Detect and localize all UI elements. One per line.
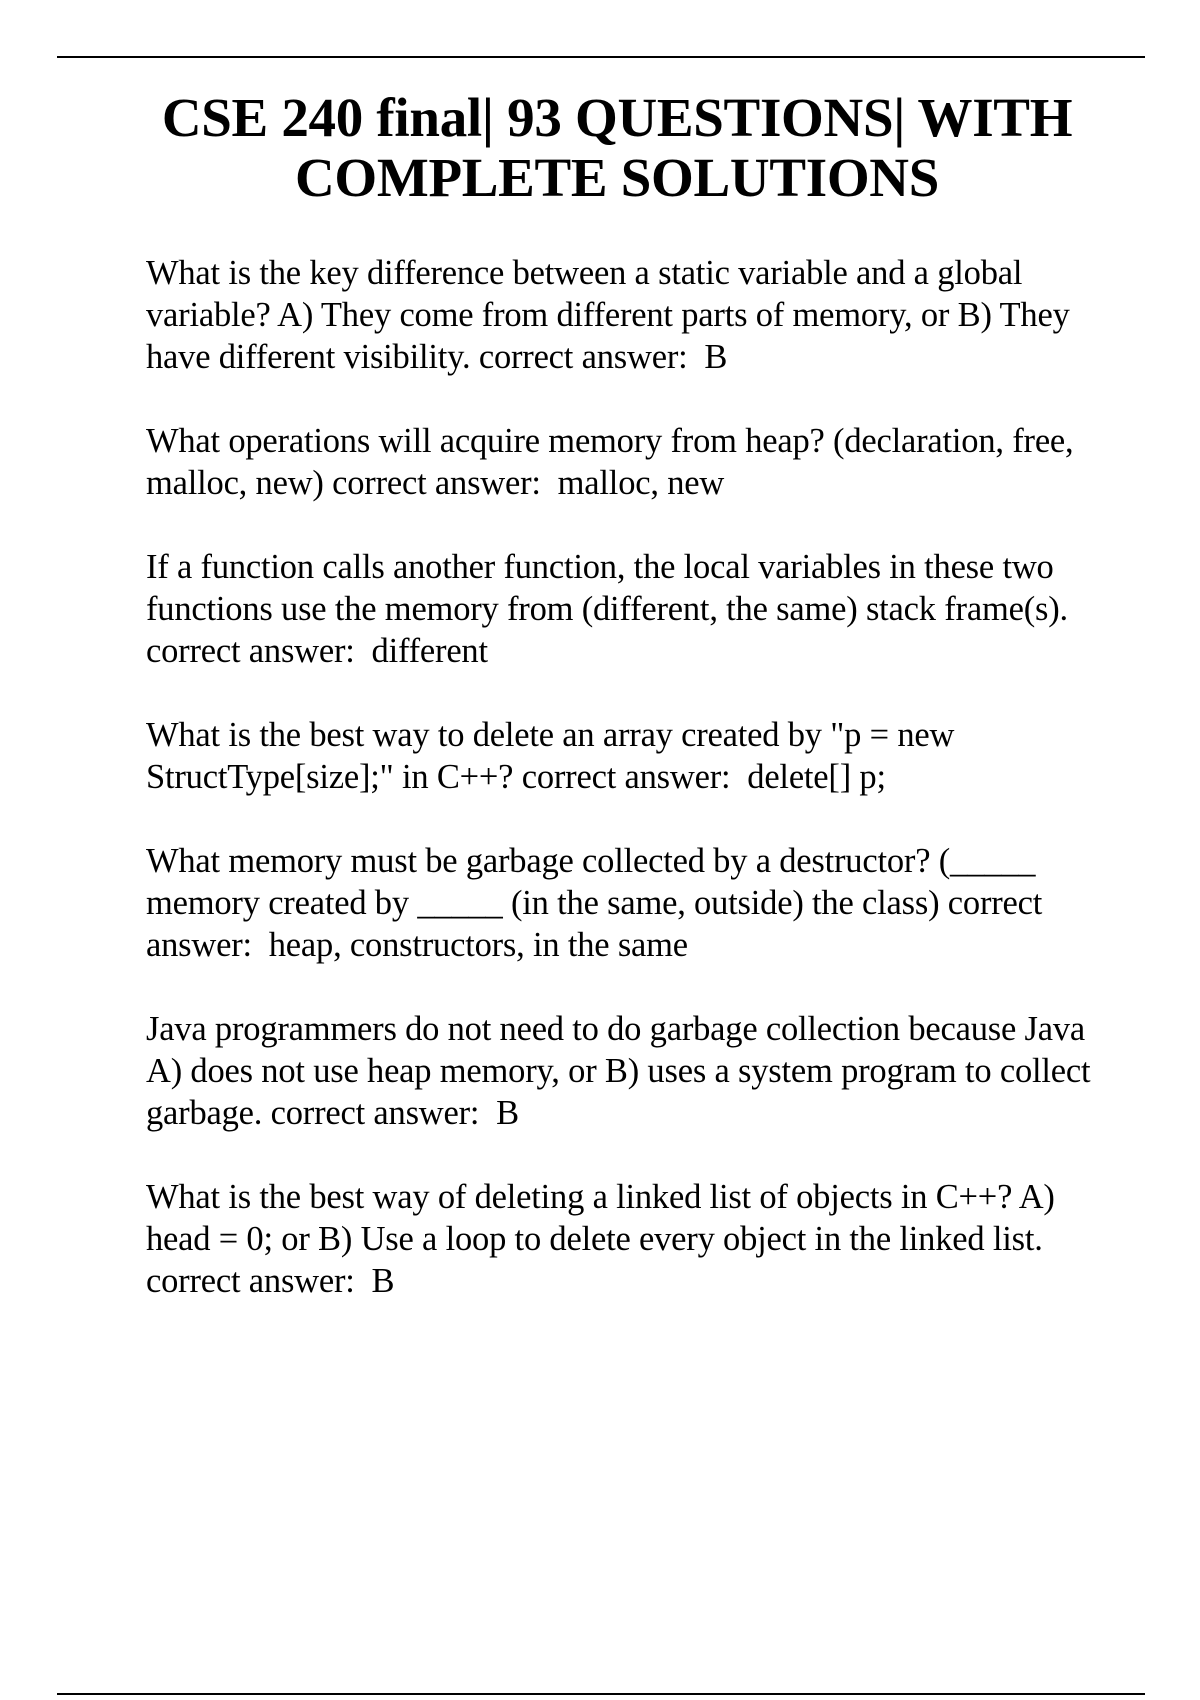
question-text: If a function calls another function, the local variables in these two functions use the memory from (different, the same) stack frame(s).	[146, 548, 1068, 628]
answer-text: B	[496, 1094, 519, 1132]
answer-label: correct answer:	[146, 884, 1043, 964]
answer-label: correct answer:	[332, 464, 541, 502]
answer-text: heap, constructors, in the same	[268, 926, 688, 964]
question-text: What is the best way of deleting a linked list of objects in C++? A) head = 0; or B) Use a loop to delete every object in the linked list.	[146, 1178, 1055, 1258]
qa-item	[146, 714, 1106, 798]
qa-list	[146, 252, 1106, 1344]
qa-item	[146, 1008, 1106, 1134]
answer-text: B	[371, 1262, 395, 1300]
answer-label: correct answer:	[146, 1262, 355, 1300]
answer-text: B	[704, 338, 728, 376]
answer-label: correct answer:	[521, 758, 731, 796]
answer-label: correct answer:	[270, 1094, 480, 1132]
bottom-rule	[57, 1693, 1145, 1695]
question-text: What memory must be garbage collected by a destructor? (_____ memory created by _____ (in the same, outside) the class)	[146, 842, 1036, 922]
qa-item	[146, 840, 1106, 966]
answer-text: different	[371, 632, 488, 670]
top-rule	[57, 56, 1145, 58]
question-text: What is the best way to delete an array created by "p = new StructType[size];" in C++?	[146, 716, 955, 796]
answer-label: correct answer:	[146, 632, 355, 670]
question-text: What operations will acquire memory from heap? (declaration, free, malloc, new)	[146, 422, 1074, 502]
answer-label: correct answer:	[478, 338, 688, 376]
answer-text: delete[] p;	[747, 758, 886, 796]
qa-item	[146, 420, 1106, 504]
document-title: CSE 240 final| 93 QUESTIONS| WITH COMPLETE SOLUTIONS	[161, 87, 1073, 208]
question-text: What is the key difference between a static variable and a global variable? A) They come from different parts of memory, or B) They have different visibility.	[146, 254, 1070, 376]
qa-item	[146, 546, 1106, 672]
answer-text: malloc, new	[557, 464, 725, 502]
qa-item	[146, 1176, 1106, 1302]
qa-item	[146, 252, 1106, 378]
question-text: Java programmers do not need to do garbage collection because Java A) does not use heap memory, or B) uses a system program to collect garbage.	[146, 1010, 1091, 1132]
